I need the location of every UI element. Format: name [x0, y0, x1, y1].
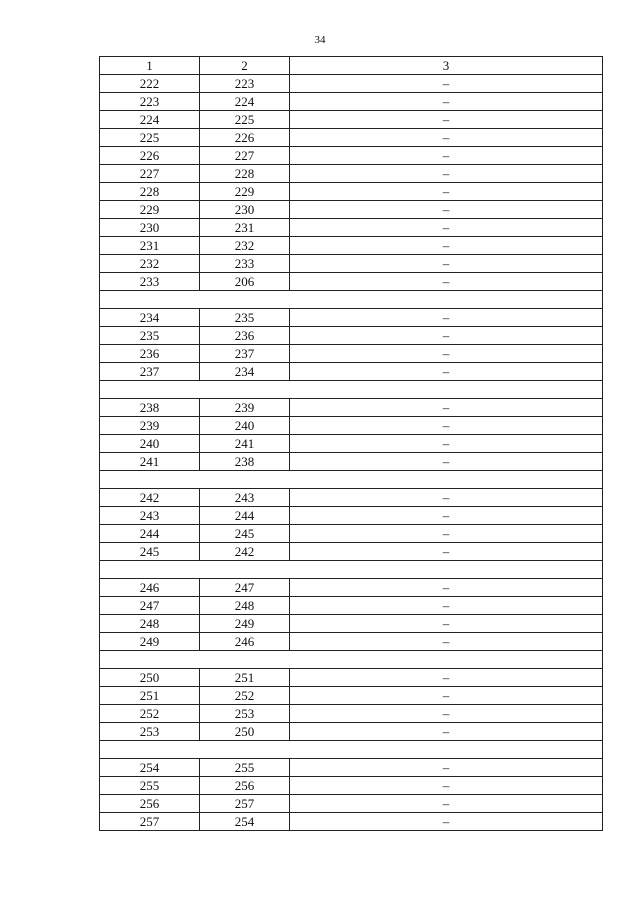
data-table: [99, 56, 603, 831]
table-cell-col-1: 252: [100, 705, 200, 723]
table-cell-col-3: –: [290, 399, 603, 417]
table-cell-col-1: 245: [100, 543, 200, 561]
table-cell-col-1: 240: [100, 435, 200, 453]
table-cell-col-1: 231: [100, 237, 200, 255]
table-cell-col-2: 227: [200, 147, 290, 165]
table-cell-col-3: –: [290, 723, 603, 741]
table-cell-col-3: –: [290, 183, 603, 201]
table-cell-col-2: 226: [200, 129, 290, 147]
table-row: [100, 399, 603, 417]
table-cell-col-1: 232: [100, 255, 200, 273]
table-cell-col-2: 242: [200, 543, 290, 561]
table-cell-col-3: –: [290, 129, 603, 147]
table-cell-col-2: 224: [200, 93, 290, 111]
table-cell-col-2: 237: [200, 345, 290, 363]
table-cell-col-1: 243: [100, 507, 200, 525]
table-cell-col-3: –: [290, 579, 603, 597]
table-cell-col-1: 255: [100, 777, 200, 795]
table-cell-col-3: –: [290, 435, 603, 453]
table-row: [100, 237, 603, 255]
table-cell-col-1: 235: [100, 327, 200, 345]
table-cell-col-3: –: [290, 165, 603, 183]
table-cell-col-3: –: [290, 525, 603, 543]
table-row: [100, 93, 603, 111]
table-cell-col-2: 246: [200, 633, 290, 651]
table-body: [100, 75, 603, 831]
group-separator-cell: [100, 651, 603, 669]
table-row: [100, 597, 603, 615]
group-separator-row: [100, 561, 603, 579]
table-row: [100, 453, 603, 471]
table-cell-col-2: 252: [200, 687, 290, 705]
table-cell-col-3: –: [290, 93, 603, 111]
table-cell-col-2: 253: [200, 705, 290, 723]
table-cell-col-3: –: [290, 687, 603, 705]
table-cell-col-2: 233: [200, 255, 290, 273]
table-cell-col-2: 239: [200, 399, 290, 417]
table-row: [100, 183, 603, 201]
table-cell-col-1: 233: [100, 273, 200, 291]
table-cell-col-3: –: [290, 597, 603, 615]
table-cell-col-1: 223: [100, 93, 200, 111]
table-cell-col-1: 222: [100, 75, 200, 93]
table-row: [100, 579, 603, 597]
table-row: [100, 435, 603, 453]
table-cell-col-1: 239: [100, 417, 200, 435]
table-cell-col-3: –: [290, 309, 603, 327]
table-row: [100, 615, 603, 633]
group-separator-cell: [100, 561, 603, 579]
table-cell-col-1: 225: [100, 129, 200, 147]
table-cell-col-2: 244: [200, 507, 290, 525]
table-cell-col-1: 249: [100, 633, 200, 651]
table-cell-col-1: 251: [100, 687, 200, 705]
table-row: [100, 633, 603, 651]
table-row: [100, 669, 603, 687]
table-row: [100, 489, 603, 507]
table-row: [100, 327, 603, 345]
table-cell-col-1: 247: [100, 597, 200, 615]
table-cell-col-1: 230: [100, 219, 200, 237]
table-cell-col-3: –: [290, 147, 603, 165]
table-cell-col-1: 256: [100, 795, 200, 813]
table-cell-col-3: –: [290, 489, 603, 507]
table-cell-col-3: –: [290, 345, 603, 363]
table-cell-col-1: 250: [100, 669, 200, 687]
table-header-row: [100, 57, 603, 75]
table-cell-col-3: –: [290, 75, 603, 93]
table-cell-col-3: –: [290, 795, 603, 813]
table-row: [100, 255, 603, 273]
table-row: [100, 525, 603, 543]
table-cell-col-3: –: [290, 327, 603, 345]
table-cell-col-2: 257: [200, 795, 290, 813]
table-cell-col-1: 226: [100, 147, 200, 165]
table-cell-col-2: 245: [200, 525, 290, 543]
table-cell-col-1: 229: [100, 201, 200, 219]
table-cell-col-2: 249: [200, 615, 290, 633]
table-row: [100, 75, 603, 93]
table-cell-col-1: 253: [100, 723, 200, 741]
table-cell-col-1: 257: [100, 813, 200, 831]
table-row: [100, 309, 603, 327]
table-cell-col-2: 248: [200, 597, 290, 615]
column-header-3: 3: [290, 57, 603, 75]
table-cell-col-1: 241: [100, 453, 200, 471]
table-cell-col-1: 244: [100, 525, 200, 543]
table-cell-col-3: –: [290, 633, 603, 651]
group-separator-cell: [100, 381, 603, 399]
table-row: [100, 795, 603, 813]
column-header-1: 1: [100, 57, 200, 75]
table-cell-col-2: 231: [200, 219, 290, 237]
table-cell-col-3: –: [290, 273, 603, 291]
table-cell-col-2: 241: [200, 435, 290, 453]
page-number: 34: [314, 34, 326, 46]
table-cell-col-3: –: [290, 543, 603, 561]
table-cell-col-2: 256: [200, 777, 290, 795]
table-cell-col-1: 228: [100, 183, 200, 201]
table-row: [100, 345, 603, 363]
table-cell-col-2: 225: [200, 111, 290, 129]
table-cell-col-3: –: [290, 363, 603, 381]
table-row: [100, 723, 603, 741]
table-cell-col-3: –: [290, 777, 603, 795]
table-cell-col-2: 236: [200, 327, 290, 345]
table-cell-col-3: –: [290, 705, 603, 723]
table-cell-col-2: 251: [200, 669, 290, 687]
table-cell-col-3: –: [290, 507, 603, 525]
table-cell-col-3: –: [290, 417, 603, 435]
table-row: [100, 417, 603, 435]
group-separator-row: [100, 291, 603, 309]
group-separator-row: [100, 741, 603, 759]
table-cell-col-1: 236: [100, 345, 200, 363]
table-cell-col-2: 228: [200, 165, 290, 183]
table-row: [100, 543, 603, 561]
table-cell-col-2: 234: [200, 363, 290, 381]
table-cell-col-3: –: [290, 615, 603, 633]
table-row: [100, 363, 603, 381]
table-row: [100, 813, 603, 831]
table-cell-col-1: 234: [100, 309, 200, 327]
table-cell-col-3: –: [290, 453, 603, 471]
table-cell-col-3: –: [290, 255, 603, 273]
table-cell-col-2: 254: [200, 813, 290, 831]
table-row: [100, 507, 603, 525]
table-cell-col-2: 235: [200, 309, 290, 327]
table-row: [100, 759, 603, 777]
table-cell-col-3: –: [290, 813, 603, 831]
table-cell-col-2: 229: [200, 183, 290, 201]
group-separator-cell: [100, 471, 603, 489]
group-separator-cell: [100, 741, 603, 759]
table-cell-col-2: 223: [200, 75, 290, 93]
table-cell-col-1: 248: [100, 615, 200, 633]
group-separator-row: [100, 651, 603, 669]
group-separator-row: [100, 381, 603, 399]
table-cell-col-1: 246: [100, 579, 200, 597]
table-row: [100, 165, 603, 183]
table-cell-col-2: 250: [200, 723, 290, 741]
table-row: [100, 687, 603, 705]
table-cell-col-2: 255: [200, 759, 290, 777]
table-cell-col-1: 224: [100, 111, 200, 129]
table-row: [100, 219, 603, 237]
table-cell-col-3: –: [290, 669, 603, 687]
table-cell-col-3: –: [290, 759, 603, 777]
table-row: [100, 201, 603, 219]
table-cell-col-2: 232: [200, 237, 290, 255]
table-cell-col-3: –: [290, 237, 603, 255]
group-separator-cell: [100, 291, 603, 309]
table-cell-col-2: 238: [200, 453, 290, 471]
column-header-2: 2: [200, 57, 290, 75]
table-cell-col-1: 227: [100, 165, 200, 183]
table-cell-col-2: 247: [200, 579, 290, 597]
table-cell-col-1: 242: [100, 489, 200, 507]
table-cell-col-3: –: [290, 201, 603, 219]
table-row: [100, 129, 603, 147]
table-cell-col-2: 230: [200, 201, 290, 219]
table-row: [100, 705, 603, 723]
table-cell-col-1: 237: [100, 363, 200, 381]
table-cell-col-2: 240: [200, 417, 290, 435]
table-row: [100, 273, 603, 291]
table-cell-col-1: 238: [100, 399, 200, 417]
table-cell-col-1: 254: [100, 759, 200, 777]
table-cell-col-3: –: [290, 219, 603, 237]
group-separator-row: [100, 471, 603, 489]
table-cell-col-2: 243: [200, 489, 290, 507]
table-cell-col-2: 206: [200, 273, 290, 291]
table-row: [100, 111, 603, 129]
table-row: [100, 777, 603, 795]
table-row: [100, 147, 603, 165]
table-cell-col-3: –: [290, 111, 603, 129]
